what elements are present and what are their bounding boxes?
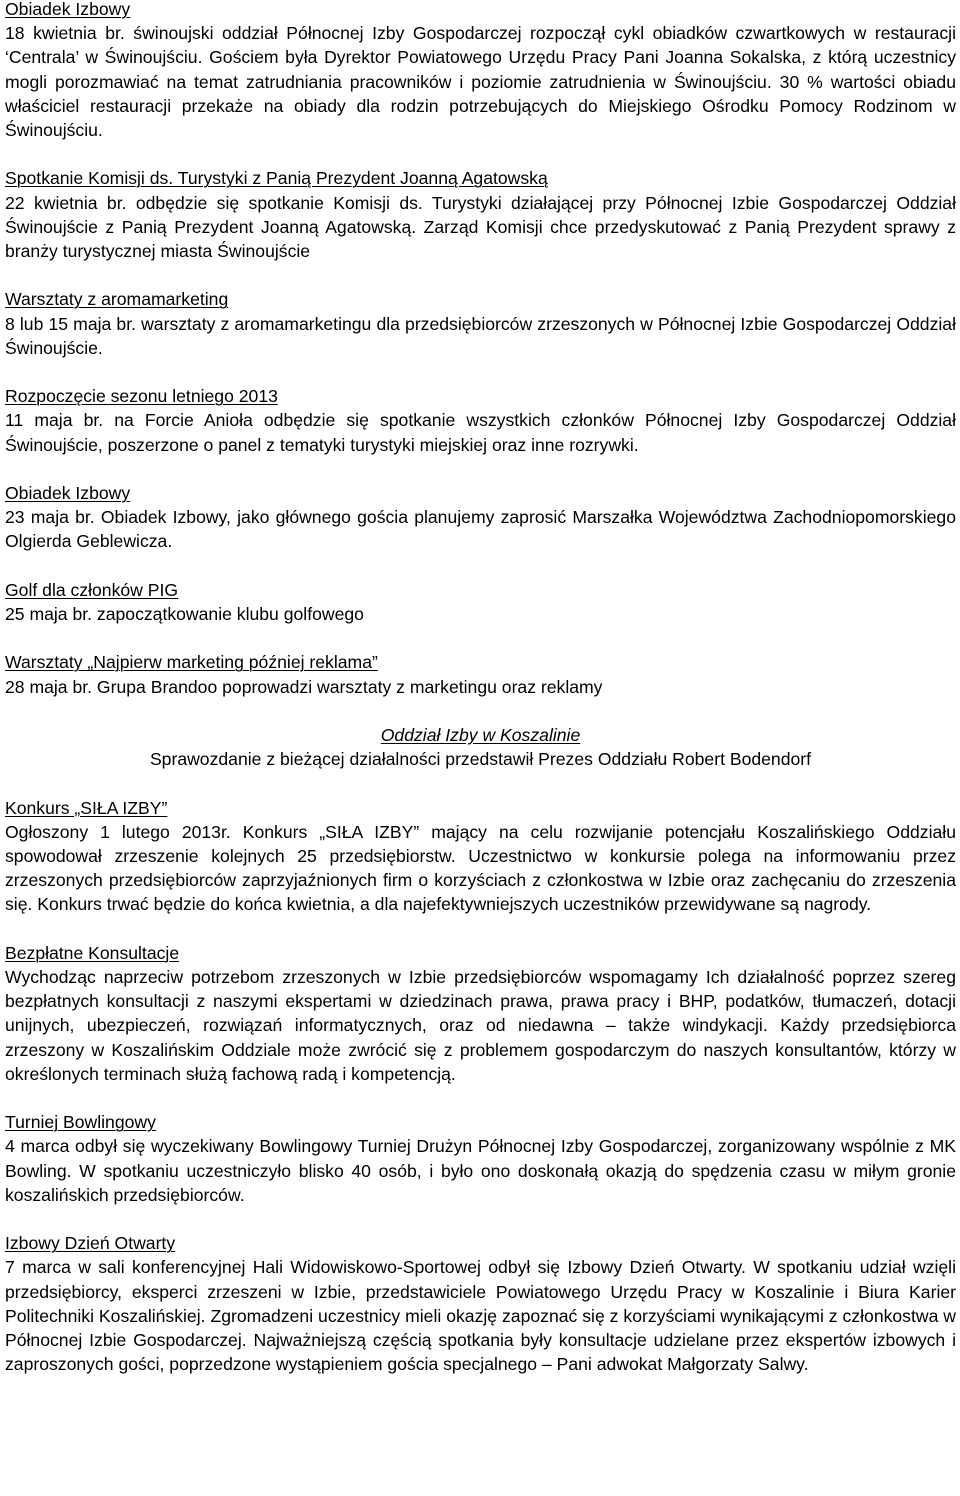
section-heading: Warsztaty z aromamarketing bbox=[5, 289, 229, 310]
section-body: 8 lub 15 maja br. warsztaty z aromamarketingu dla przedsiębiorców zrzeszonych w Północnej Izbie Gospodarczej Oddział Świnoujście. bbox=[5, 313, 956, 358]
section-konkurs-sila-izby bbox=[5, 796, 956, 917]
section-heading: Obiadek Izbowy bbox=[5, 0, 131, 19]
section-rozpoczecie-sezonu bbox=[5, 384, 956, 457]
section-heading: Turniej Bowlingowy bbox=[5, 1112, 156, 1133]
section-heading: Spotkanie Komisji ds. Turystyki z Panią Prezydent Joanną Agatowską bbox=[5, 168, 548, 189]
section-heading: Bezpłatne Konsultacje bbox=[5, 942, 180, 963]
section-heading: Konkurs „SIŁA IZBY” bbox=[5, 797, 168, 818]
section-bezplatne-konsultacje bbox=[5, 941, 956, 1086]
section-body: 4 marca odbył się wyczekiwany Bowlingowy Turniej Drużyn Północnej Izby Gospodarczej, zorganizowany wspólnie z MK Bowling. W spotkaniu uczestniczyło blisko 40 osób, i było ono doskonałą okazją do spędzenia czasu w miłym gronie koszalińskich przedsiębiorców. bbox=[5, 1136, 956, 1205]
section-body: Ogłoszony 1 lutego 2013r. Konkurs „SIŁA IZBY” mający na celu rozwijanie potencjału Koszalińskiego Oddziału spowodował zrzeszenie kolejnych 25 przedsiębiorstw. Uczestnictwo w konkursie polega na informowaniu przez zrzeszonych przedsiębiorców zaprzyjaźnionych firm o korzyściach z członkostwa w Izbie oraz zachęcaniu do zrzeszenia się. Konkurs trwać będzie do końca kwietnia, a dla najefektywniejszych uczestników przewidywane są nagrody. bbox=[5, 821, 956, 915]
section-golf bbox=[5, 578, 956, 626]
section-warsztaty-marketing bbox=[5, 650, 956, 698]
koszalin-subtitle: Sprawozdanie z bieżącej działalności przedstawił Prezes Oddziału Robert Bodendorf bbox=[149, 749, 812, 770]
section-turniej-bowlingowy bbox=[5, 1110, 956, 1207]
section-body: Wychodząc naprzeciw potrzebom zrzeszonych w Izbie przedsiębiorców wspomagamy Ich działalność poprzez szereg bezpłatnych konsultacji z naszymi ekspertami w dziedzinach prawa, prawa pracy i BHP, podatków, tłumaczeń, dotacji unijnych, ubezpieczeń, rozwiązań informatycznych, oraz od niedawna – także windykacji. Każdy przedsiębiorca zrzeszony w Koszalińskim Oddziale może zwrócić się z problemem gospodarczym do naszych konsultantów, którzy w określonych terminach służą fachową radą i kompetencją. bbox=[5, 966, 956, 1084]
section-heading: Izbowy Dzień Otwarty bbox=[5, 1233, 176, 1254]
section-body: 7 marca w sali konferencyjnej Hali Widowiskowo-Sportowej odbył się Izbowy Dzień Otwarty. W spotkaniu udział wzięli przedsiębiorcy, eksperci zrzeszeni w Izbie, przedstawiciele Powiatowego Urzędu Pracy w Koszalinie i Biura Karier Politechniki Koszalińskiej. Zgromadzeni uczestnicy mieli okazję zapoznać się z korzyściami wynikającymi z członkostwa w Północnej Izbie Gospodarczej. Najważniejszą częścią spotkania były konsultacje udzielane przez ekspertów izbowych i zaproszonych gości, poprzedzone wystąpieniem gościa specjalnego – Pani adwokat Małgorzaty Salwy. bbox=[5, 1257, 956, 1375]
section-obiadek-izbowy-1 bbox=[5, 0, 956, 142]
section-body: 18 kwietnia br. świnoujski oddział Północnej Izby Gospodarczej rozpoczął cykl obiadków czwartkowych w restauracji ‘Centrala’ w Świnoujściu. Gościem była Dyrektor Powiatowego Urzędu Pracy Pani Joanna Sokalska, z którą uczestnicy mogli porozmawiać na temat zatrudniania pracowników i poziomie zatrudnienia w Świnoujściu. 30 % wartości obiadu właściciel restauracji przekaże na obiady dla rodzin potrzebujących do Miejskiego Ośrodku Pomocy Rodzinom w Świnoujściu. bbox=[5, 23, 956, 141]
section-warsztaty-aromamarketing bbox=[5, 287, 956, 360]
document bbox=[5, 0, 956, 1401]
section-heading: Golf dla członków PIG bbox=[5, 579, 179, 600]
koszalin-title: Oddział Izby w Koszalinie bbox=[380, 724, 581, 745]
section-izbowy-dzien-otwarty bbox=[5, 1231, 956, 1376]
section-heading: Rozpoczęcie sezonu letniego 2013 bbox=[5, 386, 278, 407]
section-spotkanie-komisji bbox=[5, 166, 956, 263]
section-body: 23 maja br. Obiadek Izbowy, jako głównego gościa planujemy zaprosić Marszałka Województwa Zachodniopomorskiego Olgierda Geblewicza. bbox=[5, 507, 956, 552]
section-obiadek-izbowy-2 bbox=[5, 481, 956, 554]
section-body: 11 maja br. na Forcie Anioła odbędzie się spotkanie wszystkich członków Północnej Izby Gospodarczej Oddział Świnoujście, poszerzone o panel z tematyki turystyki miejskiej oraz inne rozrywki. bbox=[5, 410, 956, 455]
koszalin-header bbox=[5, 723, 956, 771]
section-body: 28 maja br. Grupa Brandoo poprowadzi warsztaty z marketingu oraz reklamy bbox=[5, 676, 603, 697]
section-heading: Warsztaty „Najpierw marketing później reklama” bbox=[5, 652, 378, 673]
section-body: 25 maja br. zapoczątkowanie klubu golfowego bbox=[5, 604, 364, 624]
section-heading: Obiadek Izbowy bbox=[5, 483, 131, 503]
section-body: 22 kwietnia br. odbędzie się spotkanie Komisji ds. Turystyki działającej przy Północnej Izbie Gospodarczej Oddział Świnoujście z Panią Prezydent Joanną Agatowską. Zarząd Komisji chce przedyskutować z Panią Prezydent sprawy z branży turystycznej miasta Świnoujście bbox=[5, 192, 956, 262]
